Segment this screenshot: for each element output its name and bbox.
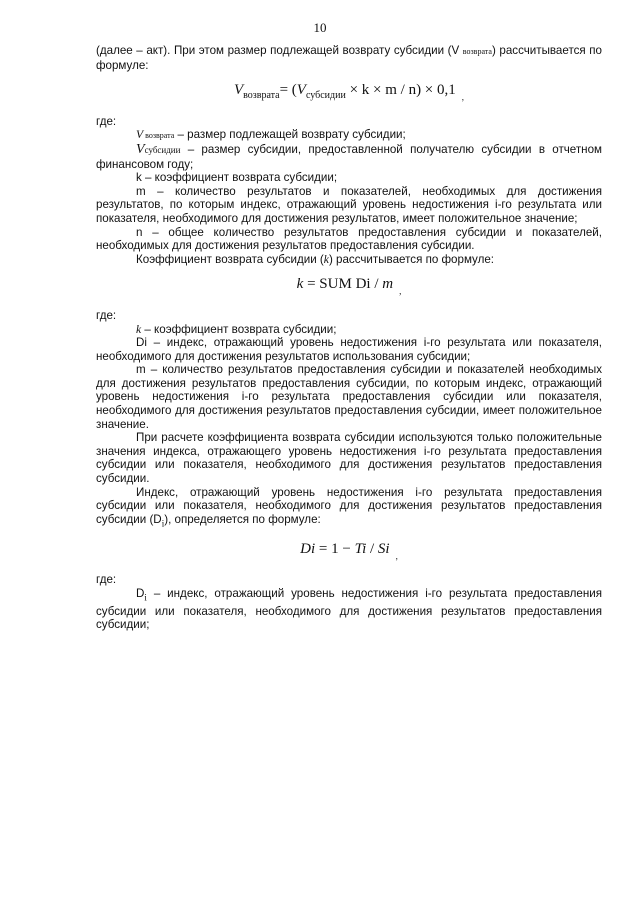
intro-paragraph: (далее – акт). При этом размер подлежащей возврату субсидии (V возврата) рассчитывается по формуле: [96,44,602,72]
def-v-return: V возврата – размер подлежащей возврату субсидии; [136,128,406,142]
def2-k: k – коэффициент возврата субсидии; [136,322,337,336]
k-intro: Коэффициент возврата субсидии (k) рассчитывается по формуле: [136,252,495,266]
def-m: m – количество результатов и показателей, необходимых для достижения результатов, по которым индекс, отражающий уровень недостижения i-го результата или показателя, необходимого для достижения результатов, имеет положительное значение; [96,184,602,225]
where-label: где: [96,114,117,128]
def-v-subsidy: Vсубсидии – размер субсидии, предоставленной получателю субсидии в отчетном финансовом году; [96,141,602,171]
def2-m: m – количество результатов предоставления субсидии и показателей необходимых для достижения результатов предоставления субсидии, по которым индекс, отражающий уровень недостижения i-го результата предоставления субсидии или показателя, необходимого для достижения результатов предоставления субсидии, имеет положительное значение. [96,363,602,431]
def-k: k – коэффициент возврата субсидии; [136,171,338,185]
page-number: 10 [313,20,327,35]
def2-di: Di – индекс, отражающий уровень недостижения i-го результата или показателя, необходимого для достижения результатов использования субсидии; [96,336,602,363]
index-intro: Индекс, отражающий уровень недостижения i-го результата предоставления субсидии или показателя, необходимого для достижения результатов предоставления субсидии $(D_i)$, определяется по формуле: [96,485,602,529]
where-label: где: [96,573,117,587]
formula-k: k = SUM Di / m $_,$ [296,276,402,297]
formula-v-return: $V_{возврата}= (V_{субсидии} \times k \times m / n) \times 0,1$ $_,$ [233,82,465,103]
def3-di: $D_i$ – индекс, отражающий уровень недостижения i-го результата предоставления субсидии или показателя, необходимого для достижения результатов предоставления субсидии; [96,586,602,632]
formula-di: Di = 1 − Ti / Si $_,$ [300,540,398,561]
positive-values-paragraph: При расчете коэффициента возврата субсидии используются только положительные значения индекса, отражающего уровень недостижения i-го результата предоставления субсидии или показателя, необходимого для достижения результатов предоставления субсидии. [96,431,602,486]
document-body [96,44,602,632]
def-n: n – общее количество результатов предоставления субсидии и показателей, необходимых для достижения результатов предоставления субсидии. [96,225,602,253]
where-label: где: [96,308,117,322]
